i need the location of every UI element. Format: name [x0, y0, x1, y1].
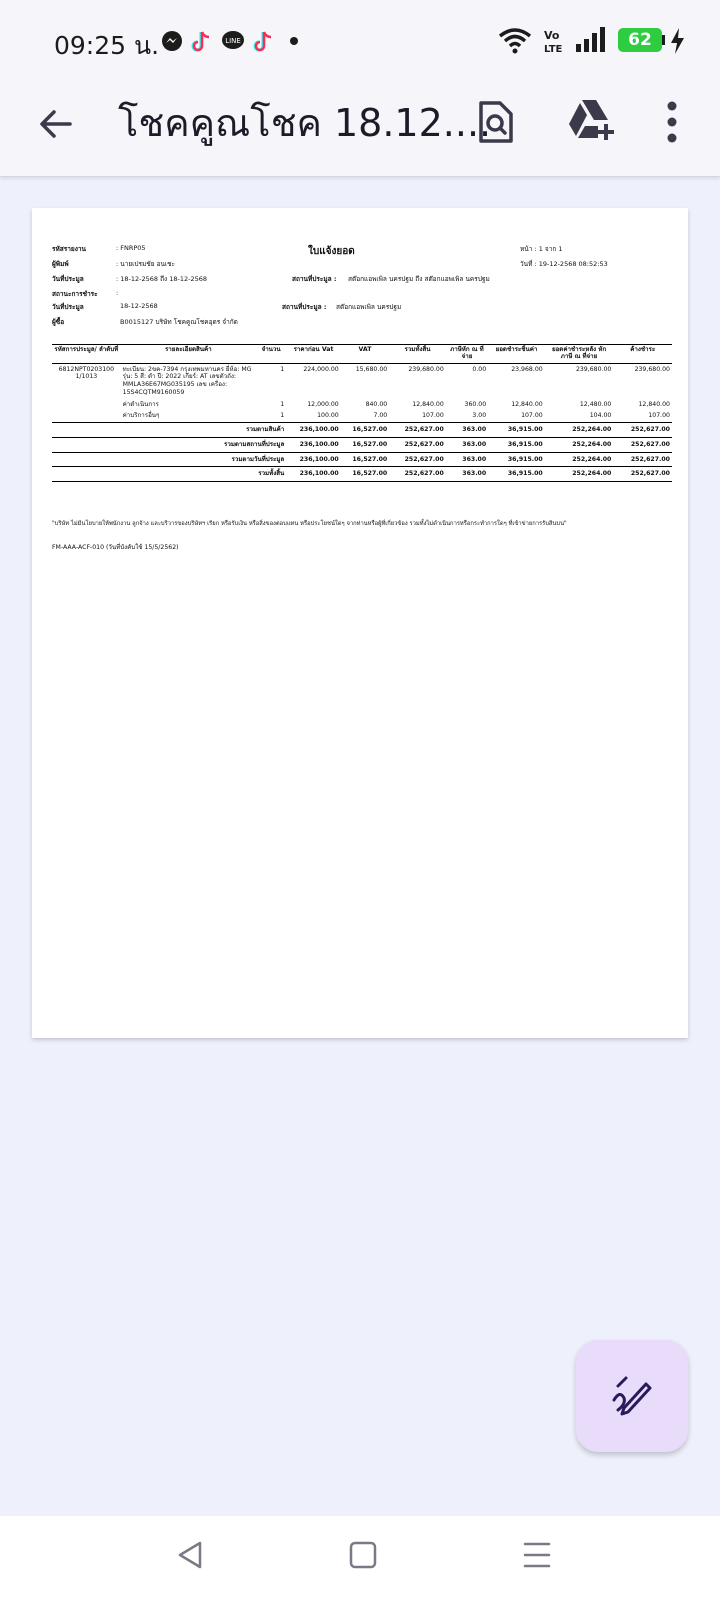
printer-label: ผู้พิมพ์ [52, 260, 69, 268]
page-number: หน้า : 1 จาก 1 [520, 245, 563, 253]
sum-paid: 36,915.00 [488, 452, 545, 467]
sum-total: 252,627.00 [389, 437, 446, 452]
row-wht: 0.00 [472, 365, 487, 373]
row-paid: 107.00 [521, 412, 543, 420]
venue: สต๊อกแอพเพิล นครปฐม [336, 303, 402, 311]
row-code [52, 410, 121, 422]
drive-add-icon[interactable] [568, 98, 616, 140]
row-code [52, 399, 121, 411]
nav-back-icon[interactable] [176, 1540, 206, 1570]
sum-vat: 16,527.00 [341, 423, 389, 438]
sum-outstanding: 252,627.00 [613, 423, 672, 438]
form-code: FM-AAA-ACF-010 (วันที่บังคับใช้ 15/5/2562) [52, 544, 179, 551]
annotate-button[interactable] [576, 1340, 688, 1452]
payment-status: : [116, 289, 119, 297]
pen-icon [610, 1374, 654, 1418]
grand-total-row [52, 467, 672, 482]
venue-label-2: สถานที่ประมูล : [282, 303, 327, 311]
row-after-wht: 239,680.00 [575, 365, 612, 373]
row-price: 224,000.00 [303, 365, 339, 373]
sum-price: 236,100.00 [286, 467, 341, 482]
sum-row [52, 437, 672, 452]
auction-date: 18-12-2568 [120, 302, 158, 310]
row-vat: 840.00 [365, 400, 388, 408]
sum-after-wht: 252,264.00 [545, 437, 614, 452]
tiktok-icon [190, 30, 212, 54]
more-options-icon[interactable] [666, 100, 678, 144]
row-qty: 1 [280, 412, 285, 420]
row-total: 239,680.00 [408, 365, 444, 373]
report-code-label: รหัสรายงาน [52, 245, 86, 253]
sum-total: 252,627.00 [389, 467, 446, 482]
back-arrow-icon[interactable] [38, 106, 74, 142]
table-row [52, 399, 672, 411]
col-vat: VAT [341, 345, 389, 364]
payment-status-label: สถานะการชำระ [52, 290, 98, 298]
messenger-icon [161, 30, 183, 52]
sum-paid: 36,915.00 [488, 437, 545, 452]
col-code: รหัสการประมูล/ ลำดับที่ [52, 345, 121, 364]
report-code: : FNRP05 [116, 244, 146, 252]
sum-row [52, 452, 672, 467]
sum-outstanding: 252,627.00 [613, 467, 672, 482]
sum-wht: 363.00 [446, 467, 488, 482]
sum-after-wht: 252,264.00 [545, 467, 614, 482]
notification-dot-icon [289, 36, 299, 46]
col-qty: จำนวน [256, 345, 286, 364]
row-outstanding: 12,840.00 [638, 400, 670, 408]
sum-label: รวมทั้งสิ้น [52, 467, 286, 482]
sum-label: รวมตามสถานที่ประมูล [52, 437, 286, 452]
sum-price: 236,100.00 [286, 423, 341, 438]
svg-text:LINE: LINE [225, 37, 241, 45]
sum-label: รวมตามสินค้า [52, 423, 286, 438]
buyer: B0015127 บริษัท โชคคูณโชคอุดร จำกัด [120, 318, 238, 326]
sum-wht: 363.00 [446, 452, 488, 467]
sum-paid: 36,915.00 [488, 467, 545, 482]
signal-icon [576, 27, 608, 53]
row-desc: ทะเบียน: 2ขค-7394 กรุงเทพมหานคร ยี่ห้อ: MG รุ่น: 5 สี: ดำ ปี: 2022 เกียร์: AT เลขตัวถัง: MMLA36E67MG035195 เลข เครื่อง: 15S4CQTM9160059 [122, 365, 252, 396]
row-paid: 23,968.00 [511, 365, 543, 373]
auction-date-label-2: วันที่ประมูล [52, 303, 84, 311]
sum-after-wht: 252,264.00 [545, 423, 614, 438]
auction-date-range: : 18-12-2568 ถึง 18-12-2568 [116, 275, 208, 283]
statement-title: ใบแจ้งยอด [308, 246, 355, 257]
sum-outstanding: 252,627.00 [613, 452, 672, 467]
sum-total: 252,627.00 [389, 452, 446, 467]
charging-icon [670, 28, 686, 54]
row-total: 107.00 [422, 412, 444, 420]
sum-label: รวมตามวันที่ประมูล [52, 452, 286, 467]
row-wht: 3.00 [472, 412, 487, 420]
table-header [52, 345, 672, 364]
sum-vat: 16,527.00 [341, 467, 389, 482]
nav-home-icon[interactable] [348, 1540, 378, 1570]
anti-bribery-note: "บริษัท ไม่มีนโยบายให้พนักงาน ลูกจ้าง และบริวารของบริษัทฯ เรียก หรือรับเงิน หรือสิ่งของตอบแทน หรือประโยชน์ใดๆ จากท่านหรือผู้ที่เกี่ยวข้อง รวมทั้งไม่ดำเนินการหรือกระทำการใดๆ ที่เข้าข่ายการรับสินบน" [52, 521, 567, 527]
svg-text:Vo: Vo [544, 29, 560, 42]
table-row [52, 363, 672, 399]
system-nav-bar [0, 1516, 720, 1604]
print-date: วันที่ : 19-12-2568 08:52:53 [520, 260, 608, 268]
row-qty: 1 [280, 365, 285, 373]
sum-row [52, 423, 672, 438]
sum-price: 236,100.00 [286, 452, 341, 467]
battery-tip [662, 35, 665, 45]
row-wht: 360.00 [464, 400, 487, 408]
volte-icon [544, 28, 566, 54]
row-outstanding: 239,680.00 [634, 365, 670, 373]
sum-price: 236,100.00 [286, 437, 341, 452]
battery-icon [618, 28, 662, 52]
row-after-wht: 12,480.00 [579, 400, 612, 408]
row-total: 12,840.00 [412, 400, 444, 408]
printer-name: : นายเปรมชัย อนเชะ [116, 260, 176, 268]
buyer-label: ผู้ซื้อ [52, 318, 65, 326]
table-row [52, 410, 672, 422]
auction-date-label: วันที่ประมูล [52, 275, 84, 283]
svg-text:LTE: LTE [544, 44, 563, 54]
sum-after-wht: 252,264.00 [545, 452, 614, 467]
row-vat: 7.00 [373, 412, 388, 420]
row-price: 12,000.00 [307, 400, 339, 408]
status-bar [0, 0, 720, 80]
battery-level: 62 [628, 30, 652, 50]
sum-vat: 16,527.00 [341, 437, 389, 452]
row-qty: 1 [280, 400, 285, 408]
tiktok-icon-2 [252, 30, 274, 54]
sum-wht: 363.00 [446, 423, 488, 438]
col-wht: ภาษีหัก ณ ที่จ่าย [446, 345, 488, 364]
venue-label: สถานที่ประมูล : [292, 275, 337, 283]
col-paid: ยอดชำระชิ้นค่า [488, 345, 545, 364]
sum-total: 252,627.00 [389, 423, 446, 438]
row-desc: ค่าบริการอื่นๆ [122, 412, 160, 420]
nav-menu-icon[interactable] [522, 1540, 552, 1570]
row-price: 100.00 [317, 412, 339, 420]
status-time: 09:25 น. [54, 31, 160, 60]
col-outstanding: ค้างชำระ [613, 345, 672, 364]
row-paid: 12,840.00 [511, 400, 543, 408]
row-outstanding: 107.00 [648, 412, 670, 420]
line-icon [221, 30, 245, 52]
venue-range: สต๊อกแอพเพิล นครปฐม ถึง สต๊อกแอพเพิล นครปฐม [348, 275, 490, 283]
items-table [52, 344, 672, 482]
col-total: รวมทั้งสิ้น [389, 345, 446, 364]
col-after-wht: ยอดค่าชำระหลัง หักภาษี ณ ที่จ่าย [545, 345, 614, 364]
col-price: ราคาก่อน Vat [286, 345, 341, 364]
sum-wht: 363.00 [446, 437, 488, 452]
sum-outstanding: 252,627.00 [613, 437, 672, 452]
row-code: 6812NPT0203100 1/1013 [58, 365, 115, 381]
row-after-wht: 104.00 [589, 412, 612, 420]
document-title: โชคคูณโชค 18.12.... [118, 101, 492, 145]
pdf-page[interactable] [32, 208, 688, 1038]
row-desc: ค่าดำเนินการ [122, 400, 159, 408]
col-desc: รายละเอียดสินค้า [121, 345, 256, 364]
sum-paid: 36,915.00 [488, 423, 545, 438]
row-vat: 15,680.00 [355, 365, 388, 373]
sum-vat: 16,527.00 [341, 452, 389, 467]
wifi-icon [498, 26, 534, 56]
